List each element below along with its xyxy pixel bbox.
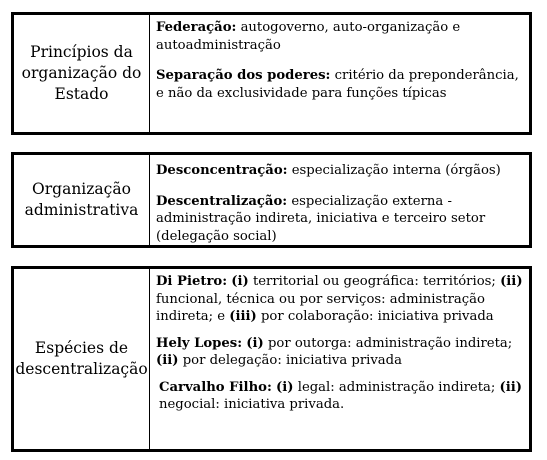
term-descentralizacao: Descentralização: [156, 193, 288, 209]
item-di-pietro [156, 273, 523, 326]
item-carvalho-filho [156, 379, 523, 414]
box-especies [11, 266, 532, 452]
box-label-especies: Espécies de descentralização [14, 269, 150, 449]
item-federacao [156, 19, 523, 54]
text-di-pietro-i: territorial ou geográfica: territórios; [248, 274, 501, 289]
marker-ii: (ii) [499, 379, 523, 395]
text-hely-lopes-i: por outorga: administração indireta; [263, 335, 513, 351]
text-separacao-poderes: critério da preponderância, e não da exclusividade para funções típicas [156, 68, 519, 101]
marker-ii: (ii) [156, 353, 179, 368]
box-principios [11, 12, 532, 135]
text-desconcentracao: especialização interna (órgãos) [287, 163, 501, 178]
text-federacao: autogoverno, auto-organização e autoadministração [156, 20, 461, 53]
box-content-principios [150, 15, 529, 132]
marker-i: (i) [231, 274, 249, 289]
marker-i: (i) [276, 379, 294, 395]
marker-i: (i) [246, 335, 264, 351]
text-di-pietro-ii: funcional, técnica ou por serviços: administração indireta; e [156, 291, 485, 324]
term-separacao-poderes: Separação dos poderes: [156, 68, 331, 83]
item-separacao-poderes [156, 67, 523, 102]
box-content-especies [150, 269, 529, 449]
text-carvalho-filho-i: legal: administração indireta; [293, 379, 500, 395]
item-descentralizacao [156, 193, 523, 246]
box-label-organizacao: Organização administrativa [14, 155, 150, 245]
text-di-pietro-iii: por colaboração: iniciativa privada [256, 309, 494, 324]
box-content-organizacao [150, 155, 529, 245]
term-desconcentracao: Desconcentração: [156, 163, 288, 178]
text-hely-lopes-ii: por delegação: iniciativa privada [178, 353, 402, 368]
marker-ii: (ii) [500, 274, 523, 289]
item-hely-lopes [156, 335, 523, 370]
box-organizacao [11, 152, 532, 248]
term-carvalho-filho: Carvalho Filho: [159, 379, 272, 395]
term-hely-lopes: Hely Lopes: [156, 335, 243, 351]
item-desconcentracao [156, 162, 523, 180]
text-descentralizacao: especialização externa - administração indireta, iniciativa e terceiro setor (delegação social) [156, 193, 486, 244]
marker-iii: (iii) [229, 309, 257, 324]
term-federacao: Federação: [156, 20, 237, 35]
text-carvalho-filho-ii: negocial: iniciativa privada. [159, 397, 345, 412]
box-label-principios: Princípios da organização do Estado [14, 15, 150, 132]
term-di-pietro: Di Pietro: [156, 274, 228, 289]
